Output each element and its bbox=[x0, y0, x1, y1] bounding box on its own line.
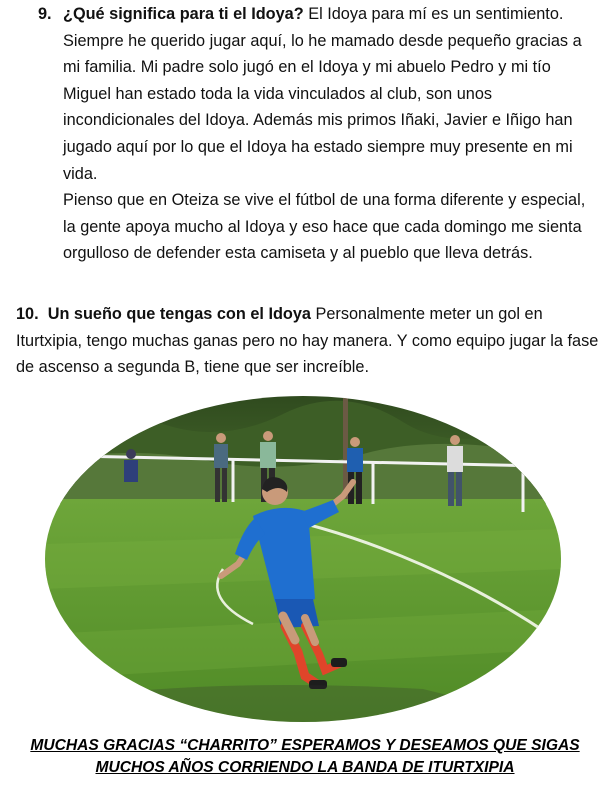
question-title: Un sueño que tengas con el Idoya bbox=[47, 305, 311, 323]
spectator bbox=[124, 449, 138, 482]
answer-text: El Idoya para mí es un sentimiento. Siempre he querido jugar aquí, lo he mamado desde pequeño gracias a mi familia. Mi padre solo jugó en el Idoya y mi abuelo Pedro y mi tío Miguel han estado toda la vida vinculados al club, son unos incondicionales del Idoya. Además mis primos Iñaki, Javier e Iñigo han jugado aquí por lo que el Idoya ha estado siempre muy presente en mi vida. bbox=[63, 5, 582, 183]
closing-message bbox=[0, 735, 610, 779]
question-number: 9. bbox=[38, 5, 52, 23]
answer-text-2: Pienso que en Oteiza se vive el fútbol de una forma diferente y especial, la gente apoya mucho al Idoya y eso hace que cada domingo me sienta orgulloso de defender esta camiseta y al pueblo que lleva detrás. bbox=[63, 191, 586, 263]
closing-message-line-1: MUCHAS GRACIAS “CHARRITO” ESPERAMOS Y DESEAMOS QUE SIGAS bbox=[30, 737, 580, 754]
answer-text: Personalmente meter un gol en Iturtxipia, tengo muchas ganas pero no hay manera. Y como equipo jugar la fase de ascenso a segunda B, tiene que ser increíble. bbox=[16, 305, 599, 377]
player-celebration-photo bbox=[43, 394, 563, 724]
question-10 bbox=[16, 301, 601, 381]
question-9 bbox=[38, 1, 598, 267]
question-number: 10. bbox=[16, 305, 39, 323]
question-title: ¿Qué significa para ti el Idoya? bbox=[63, 5, 304, 23]
closing-message-line-2: MUCHOS AÑOS CORRIENDO LA BANDA DE ITURTXIPIA bbox=[95, 759, 515, 776]
